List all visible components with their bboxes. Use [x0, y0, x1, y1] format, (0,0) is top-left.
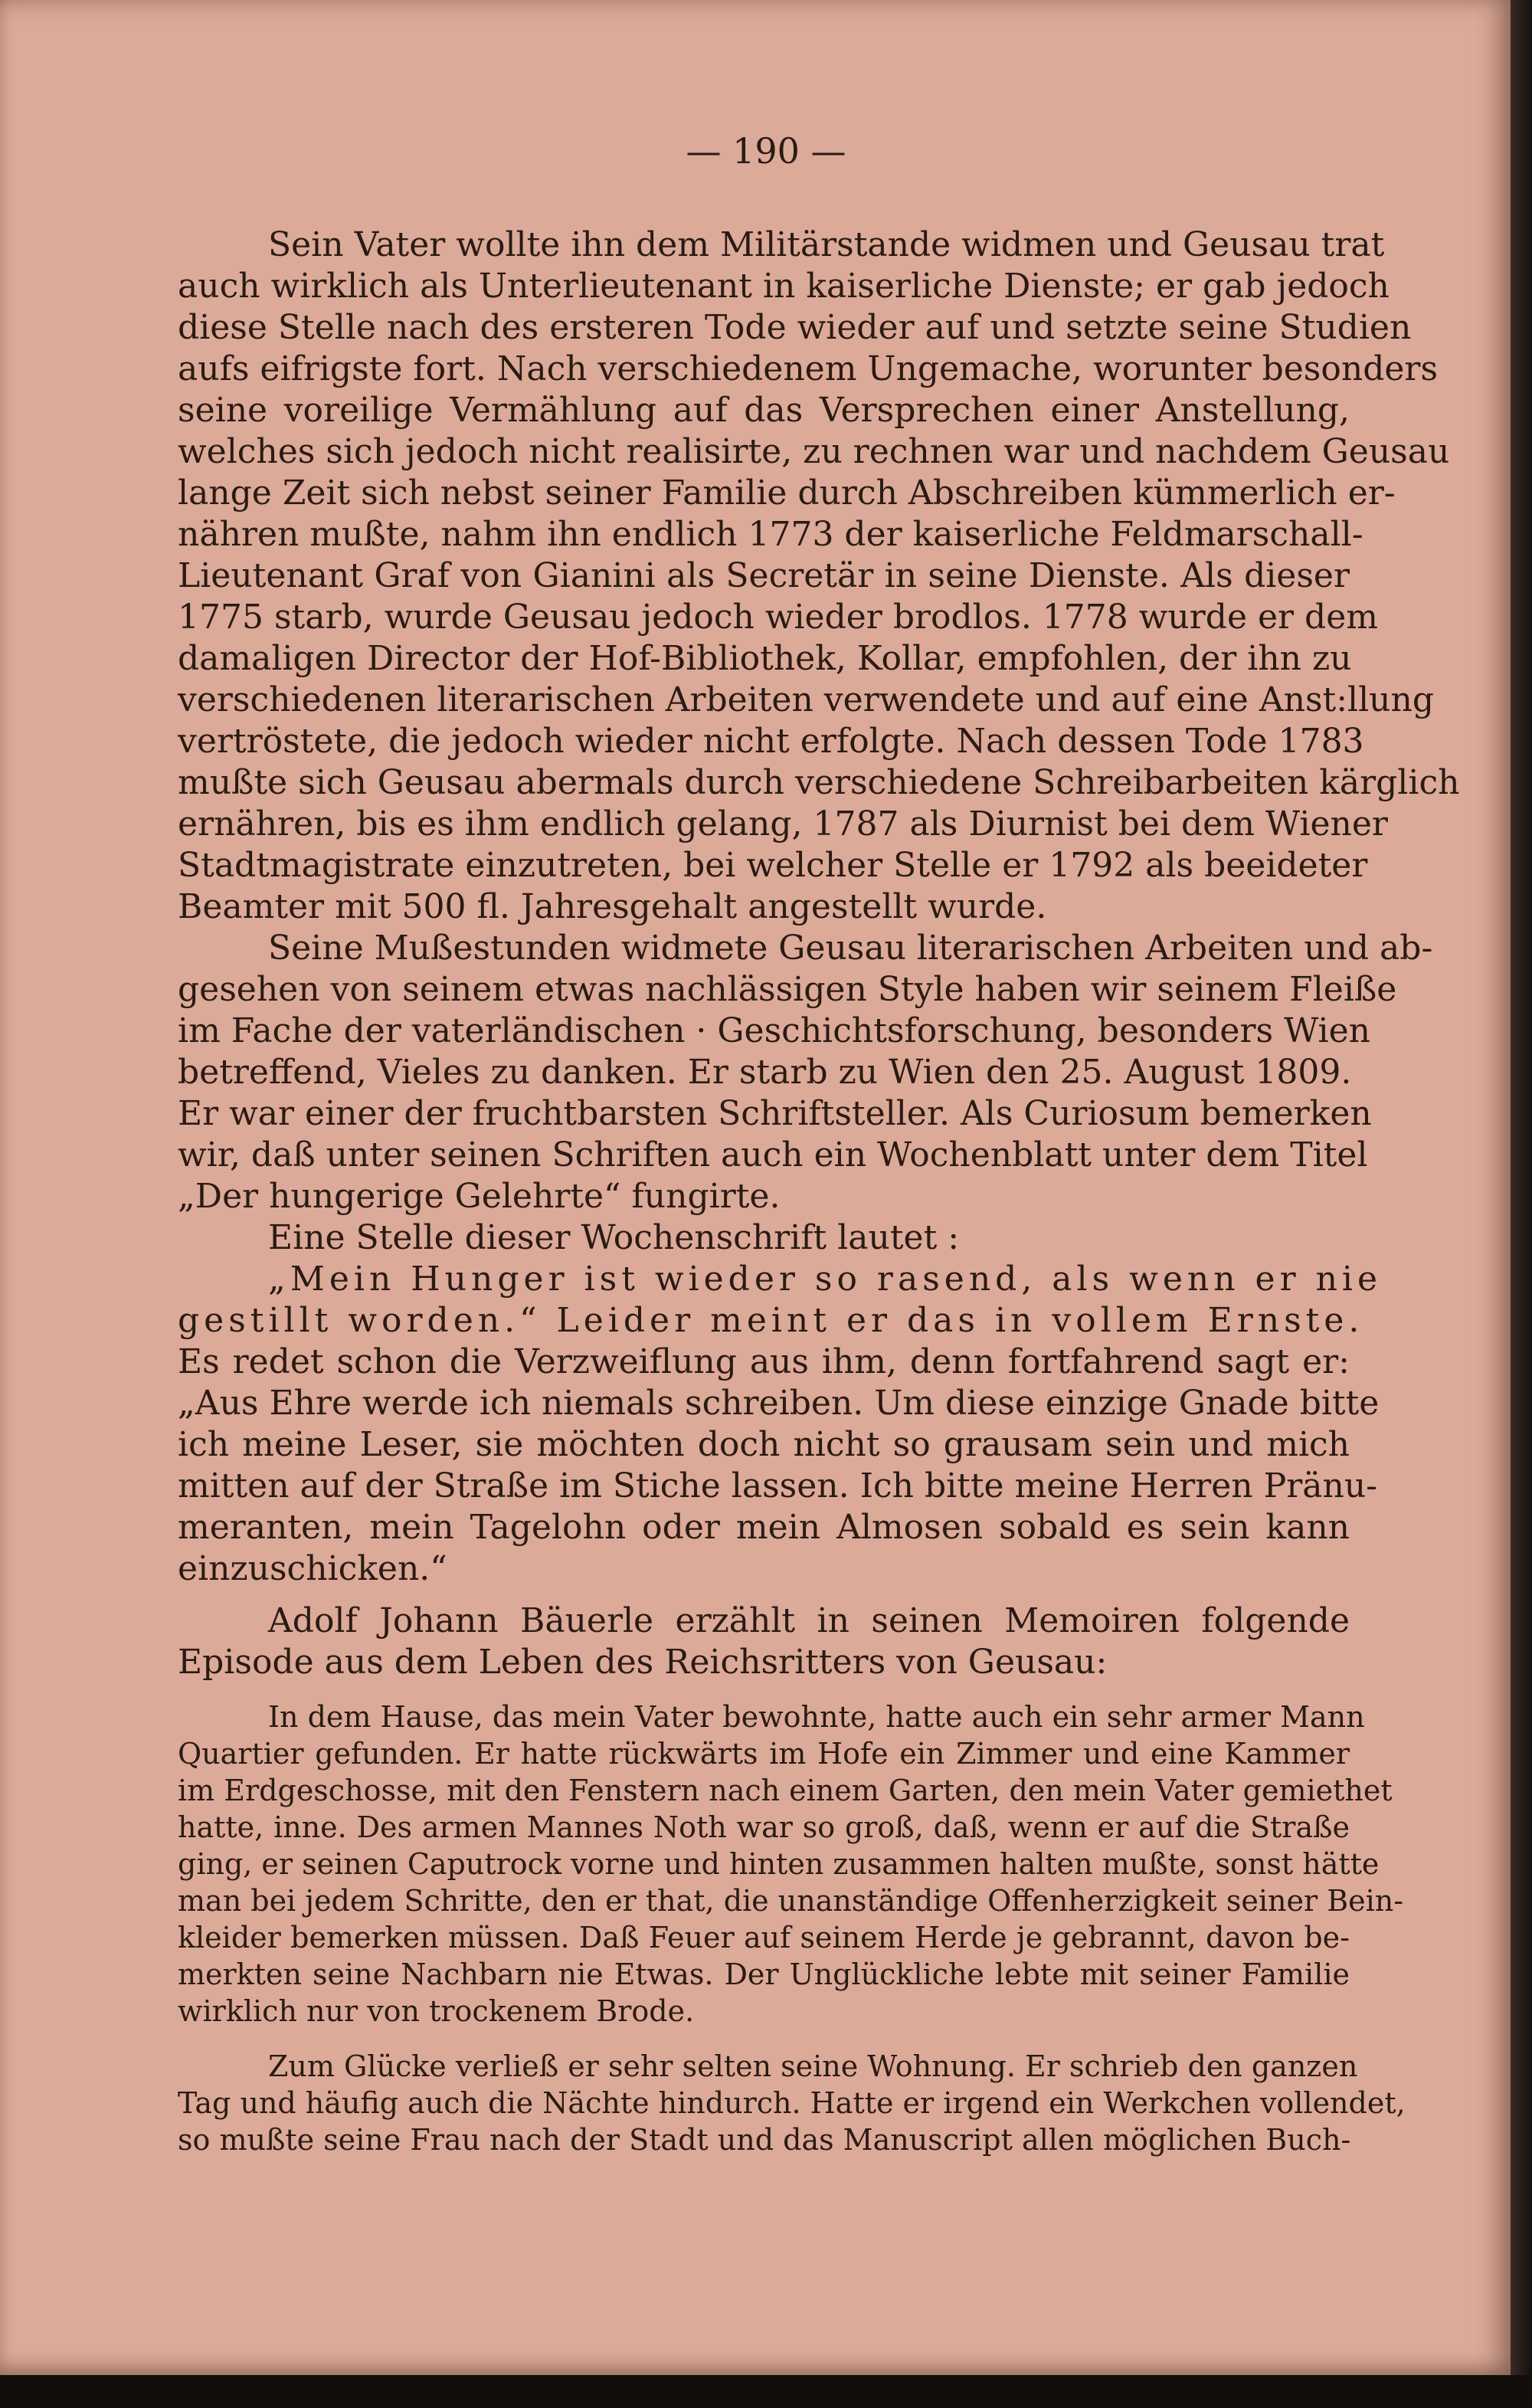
text-line: lange Zeit sich nebst seiner Familie durch Abschreiben kümmerlich er- [178, 473, 1396, 513]
text-line: Er war einer der fruchtbarsten Schriftsteller. Als Curiosum bemerken [178, 1094, 1372, 1133]
spaced-quote-line: „Mein Hunger ist wieder so rasend, als wenn er nie [268, 1260, 1383, 1299]
text-line: Adolf Johann Bäuerle erzählt in seinen Memoiren folgende [268, 1601, 1350, 1640]
quote-line: ging, er seinen Caputrock vorne und hinten zusammen halten mußte, sonst hätte [178, 1847, 1380, 1881]
quote-line: In dem Hause, das mein Vater bewohnte, hatte auch ein sehr armer Mann [268, 1700, 1365, 1734]
text-line: Beamter mit 500 fl. Jahresgehalt angestellt wurde. [178, 887, 1047, 926]
text-line: Stadtmagistrate einzutreten, bei welcher Stelle er 1792 als beeideter [178, 846, 1368, 885]
quote-line: merkten seine Nachbarn nie Etwas. Der Unglückliche lebte mit seiner Familie [178, 1958, 1350, 1991]
text-line: einzuschicken.“ [178, 1549, 447, 1588]
text-line: wir, daß unter seinen Schriften auch ein Wochenblatt unter dem Titel [178, 1135, 1368, 1175]
text-line: diese Stelle nach des ersteren Tode wieder auf und setzte seine Studien [178, 308, 1412, 347]
quote-line: Tag und häufig auch die Nächte hindurch. Hatte er irgend ein Werkchen vollendet, [178, 2086, 1406, 2120]
page-bottom-edge [0, 2375, 1532, 2408]
text-line: ich meine Leser, sie möchten doch nicht so grausam sein und mich [178, 1425, 1350, 1464]
quote-line: man bei jedem Schritte, den er that, die unanständige Offenherzigkeit seiner Bein- [178, 1884, 1404, 1918]
quote-line: im Erdgeschosse, mit den Fenstern nach einem Garten, den mein Vater gemiethet [178, 1774, 1393, 1807]
page-number: — 190 — [686, 130, 846, 172]
quote-line: Quartier gefunden. Er hatte rückwärts im Hofe ein Zimmer und eine Kammer [178, 1737, 1350, 1771]
text-line: Es redet schon die Verzweiflung aus ihm, denn fortfahrend sagt er: [178, 1342, 1350, 1381]
text-line: aufs eifrigste fort. Nach verschiedenem Ungemache, worunter besonders [178, 349, 1439, 388]
text-line: „Der hungerige Gelehrte“ fungirte. [178, 1177, 781, 1216]
text-line: „Aus Ehre werde ich niemals schreiben. Um diese einzige Gnade bitte [178, 1384, 1380, 1423]
text-line: mußte sich Geusau abermals durch verschiedene Schreibarbeiten kärglich [178, 763, 1460, 802]
quote-line: so mußte seine Frau nach der Stadt und das Manuscript allen möglichen Buch- [178, 2123, 1351, 2157]
text-line: Lieutenant Graf von Gianini als Secretär in seine Dienste. Als dieser [178, 556, 1350, 595]
text-line: vertröstete, die jedoch wieder nicht erfolgte. Nach dessen Tode 1783 [178, 722, 1364, 761]
text-line: mitten auf der Straße im Stiche lassen. Ich bitte meine Herren Pränu- [178, 1466, 1378, 1505]
text-line: nähren mußte, nahm ihn endlich 1773 der kaiserliche Feldmarschall- [178, 515, 1363, 554]
text-line: Seine Mußestunden widmete Geusau literarischen Arbeiten und ab- [268, 929, 1433, 968]
text-line: im Fache der vaterländischen · Geschichtsforschung, besonders Wien [178, 1011, 1370, 1050]
text-line: auch wirklich als Unterlieutenant in kaiserliche Dienste; er gab jedoch [178, 267, 1390, 306]
book-spine-edge [1511, 0, 1532, 2408]
text-line: Sein Vater wollte ihn dem Militärstande widmen und Geusau trat [268, 225, 1385, 264]
text-line: damaligen Director der Hof-Bibliothek, Kollar, empfohlen, der ihn zu [178, 639, 1352, 678]
text-line: ernähren, bis es ihm endlich gelang, 1787 als Diurnist bei dem Wiener [178, 804, 1388, 844]
spaced-quote-line: gestillt worden.“ Leider meint er das in vollem Ernste. [178, 1301, 1364, 1340]
text-line: Eine Stelle dieser Wochenschrift lautet : [268, 1218, 960, 1257]
quote-line: hatte, inne. Des armen Mannes Noth war so groß, daß, wenn er auf die Straße [178, 1810, 1350, 1844]
quote-line: kleider bemerken müssen. Daß Feuer auf seinem Herde je gebrannt, davon be- [178, 1921, 1350, 1954]
text-line: 1775 starb, wurde Geusau jedoch wieder brodlos. 1778 wurde er dem [178, 598, 1378, 637]
quote-line: wirklich nur von trockenem Brode. [178, 1994, 695, 2028]
text-line: betreffend, Vieles zu danken. Er starb zu Wien den 25. August 1809. [178, 1053, 1352, 1092]
quote-line: Zum Glücke verließ er sehr selten seine Wohnung. Er schrieb den ganzen [268, 2049, 1358, 2083]
text-line: meranten, mein Tagelohn oder mein Almosen sobald es sein kann [178, 1508, 1350, 1547]
text-line: Episode aus dem Leben des Reichsritters von Geusau: [178, 1643, 1108, 1682]
text-line: seine voreilige Vermählung auf das Versprechen einer Anstellung, [178, 391, 1350, 430]
text-line: welches sich jedoch nicht realisirte, zu rechnen war und nachdem Geusau [178, 432, 1450, 471]
text-line: gesehen von seinem etwas nachlässigen Style haben wir seinem Fleiße [178, 970, 1397, 1009]
text-line: verschiedenen literarischen Arbeiten verwendete und auf eine Anst:llung [178, 680, 1435, 719]
